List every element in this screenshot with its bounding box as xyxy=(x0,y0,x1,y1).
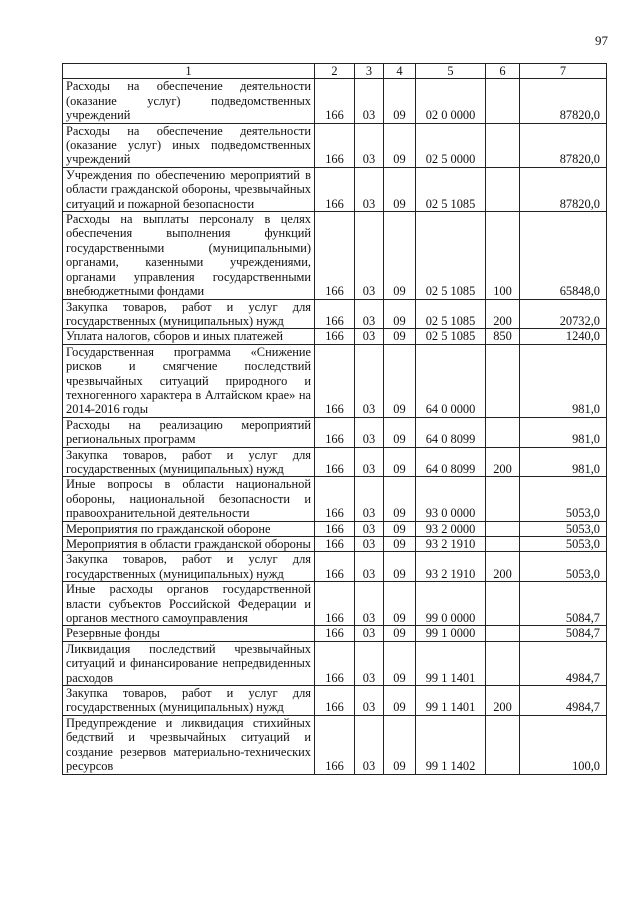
table-body xyxy=(63,79,607,774)
row-section: 03 xyxy=(355,641,384,685)
row-expense-type: 200 xyxy=(486,299,520,329)
row-admin-code: 166 xyxy=(315,537,355,552)
row-admin-code: 166 xyxy=(315,167,355,211)
table-row xyxy=(63,79,607,123)
row-target-article: 99 1 1402 xyxy=(416,715,486,774)
table-row xyxy=(63,715,607,774)
row-expense-type xyxy=(486,626,520,641)
row-expense-type: 200 xyxy=(486,447,520,477)
table-row xyxy=(63,123,607,167)
table-row xyxy=(63,329,607,344)
row-name: Предупреждение и ликвидация стихийных бедствий и чрезвычайных ситуаций и создание резервов материально-технических ресурсов xyxy=(63,715,315,774)
row-name: Расходы на выплаты персоналу в целях обеспечения выполнения функций государственными (муниципальными) органами, казенными учреждениями, органами управления государственными внебюджетными фондами xyxy=(63,212,315,299)
row-target-article: 02 5 1085 xyxy=(416,212,486,299)
header-col-5: 5 xyxy=(416,64,486,79)
row-subsection: 09 xyxy=(384,641,416,685)
row-admin-code: 166 xyxy=(315,477,355,521)
row-subsection: 09 xyxy=(384,552,416,582)
row-subsection: 09 xyxy=(384,447,416,477)
row-section: 03 xyxy=(355,537,384,552)
table-row xyxy=(63,521,607,536)
row-name: Закупка товаров, работ и услуг для государственных (муниципальных) нужд xyxy=(63,686,315,716)
row-amount: 5053,0 xyxy=(520,537,607,552)
row-expense-type xyxy=(486,582,520,626)
row-name: Мероприятия в области гражданской обороны xyxy=(63,537,315,552)
row-subsection: 09 xyxy=(384,715,416,774)
table-row xyxy=(63,626,607,641)
row-expense-type: 850 xyxy=(486,329,520,344)
row-section: 03 xyxy=(355,582,384,626)
table-row xyxy=(63,299,607,329)
row-name: Иные вопросы в области национальной обороны, национальной безопасности и правоохранительной деятельности xyxy=(63,477,315,521)
row-amount: 65848,0 xyxy=(520,212,607,299)
row-section: 03 xyxy=(355,715,384,774)
row-name: Ликвидация последствий чрезвычайных ситуаций и финансирование непредвиденных расходов xyxy=(63,641,315,685)
row-target-article: 99 0 0000 xyxy=(416,582,486,626)
header-col-4: 4 xyxy=(384,64,416,79)
header-row xyxy=(63,64,607,79)
row-target-article: 64 0 8099 xyxy=(416,447,486,477)
row-target-article: 93 0 0000 xyxy=(416,477,486,521)
row-subsection: 09 xyxy=(384,299,416,329)
row-name: Закупка товаров, работ и услуг для государственных (муниципальных) нужд xyxy=(63,552,315,582)
row-admin-code: 166 xyxy=(315,123,355,167)
row-amount: 5084,7 xyxy=(520,626,607,641)
row-expense-type: 100 xyxy=(486,212,520,299)
row-expense-type xyxy=(486,521,520,536)
row-admin-code: 166 xyxy=(315,212,355,299)
row-target-article: 02 5 0000 xyxy=(416,123,486,167)
row-admin-code: 166 xyxy=(315,344,355,417)
row-name: Закупка товаров, работ и услуг для государственных (муниципальных) нужд xyxy=(63,299,315,329)
row-target-article: 64 0 8099 xyxy=(416,417,486,447)
row-target-article: 99 1 1401 xyxy=(416,686,486,716)
row-expense-type xyxy=(486,641,520,685)
row-amount: 5084,7 xyxy=(520,582,607,626)
row-subsection: 09 xyxy=(384,582,416,626)
row-expense-type xyxy=(486,417,520,447)
table-row xyxy=(63,641,607,685)
row-subsection: 09 xyxy=(384,123,416,167)
budget-table xyxy=(62,63,607,775)
row-section: 03 xyxy=(355,329,384,344)
row-admin-code: 166 xyxy=(315,552,355,582)
row-target-article: 99 1 0000 xyxy=(416,626,486,641)
table-row xyxy=(63,686,607,716)
row-target-article: 93 2 1910 xyxy=(416,537,486,552)
table-row xyxy=(63,417,607,447)
row-subsection: 09 xyxy=(384,167,416,211)
row-target-article: 64 0 0000 xyxy=(416,344,486,417)
row-name: Мероприятия по гражданской обороне xyxy=(63,521,315,536)
row-section: 03 xyxy=(355,167,384,211)
row-amount: 5053,0 xyxy=(520,477,607,521)
header-col-7: 7 xyxy=(520,64,607,79)
row-amount: 981,0 xyxy=(520,417,607,447)
table-row xyxy=(63,552,607,582)
table-row xyxy=(63,344,607,417)
row-amount: 4984,7 xyxy=(520,686,607,716)
row-expense-type xyxy=(486,344,520,417)
row-amount: 981,0 xyxy=(520,447,607,477)
row-admin-code: 166 xyxy=(315,299,355,329)
row-expense-type xyxy=(486,123,520,167)
row-name: Расходы на реализацию мероприятий региональных программ xyxy=(63,417,315,447)
row-amount: 4984,7 xyxy=(520,641,607,685)
row-target-article: 02 5 1085 xyxy=(416,167,486,211)
row-subsection: 09 xyxy=(384,417,416,447)
row-amount: 20732,0 xyxy=(520,299,607,329)
row-section: 03 xyxy=(355,344,384,417)
row-subsection: 09 xyxy=(384,79,416,123)
row-admin-code: 166 xyxy=(315,447,355,477)
row-expense-type xyxy=(486,715,520,774)
row-target-article: 99 1 1401 xyxy=(416,641,486,685)
row-section: 03 xyxy=(355,299,384,329)
row-amount: 1240,0 xyxy=(520,329,607,344)
row-subsection: 09 xyxy=(384,537,416,552)
row-admin-code: 166 xyxy=(315,521,355,536)
row-amount: 5053,0 xyxy=(520,521,607,536)
row-amount: 87820,0 xyxy=(520,79,607,123)
row-expense-type xyxy=(486,167,520,211)
row-target-article: 93 2 1910 xyxy=(416,552,486,582)
row-subsection: 09 xyxy=(384,212,416,299)
header-col-3: 3 xyxy=(355,64,384,79)
header-col-2: 2 xyxy=(315,64,355,79)
row-target-article: 02 5 1085 xyxy=(416,329,486,344)
row-subsection: 09 xyxy=(384,477,416,521)
row-amount: 87820,0 xyxy=(520,167,607,211)
row-section: 03 xyxy=(355,686,384,716)
row-name: Учреждения по обеспечению мероприятий в области гражданской обороны, чрезвычайных ситуаций и пожарной безопасности xyxy=(63,167,315,211)
row-subsection: 09 xyxy=(384,626,416,641)
row-name: Государственная программа «Снижение рисков и смягчение последствий чрезвычайных ситуаций природного и техногенного характера в Алтайском крае» на 2014-2016 годы xyxy=(63,344,315,417)
table-row xyxy=(63,447,607,477)
row-name: Иные расходы органов государственной власти субъектов Российской Федерации и органов местного самоуправления xyxy=(63,582,315,626)
row-admin-code: 166 xyxy=(315,329,355,344)
row-section: 03 xyxy=(355,417,384,447)
row-name: Расходы на обеспечение деятельности (оказание услуг) иных подведомственных учреждений xyxy=(63,123,315,167)
table-row xyxy=(63,212,607,299)
row-section: 03 xyxy=(355,552,384,582)
row-subsection: 09 xyxy=(384,521,416,536)
row-subsection: 09 xyxy=(384,344,416,417)
row-target-article: 02 5 1085 xyxy=(416,299,486,329)
row-target-article: 02 0 0000 xyxy=(416,79,486,123)
row-admin-code: 166 xyxy=(315,626,355,641)
row-admin-code: 166 xyxy=(315,641,355,685)
row-admin-code: 166 xyxy=(315,79,355,123)
row-section: 03 xyxy=(355,79,384,123)
row-expense-type xyxy=(486,79,520,123)
header-col-6: 6 xyxy=(486,64,520,79)
row-admin-code: 166 xyxy=(315,582,355,626)
row-subsection: 09 xyxy=(384,329,416,344)
table-row xyxy=(63,537,607,552)
row-section: 03 xyxy=(355,521,384,536)
row-admin-code: 166 xyxy=(315,715,355,774)
row-amount: 5053,0 xyxy=(520,552,607,582)
table-row xyxy=(63,167,607,211)
row-name: Уплата налогов, сборов и иных платежей xyxy=(63,329,315,344)
table-row xyxy=(63,582,607,626)
row-amount: 981,0 xyxy=(520,344,607,417)
header-col-1: 1 xyxy=(63,64,315,79)
row-name: Резервные фонды xyxy=(63,626,315,641)
row-expense-type xyxy=(486,477,520,521)
row-admin-code: 166 xyxy=(315,686,355,716)
row-target-article: 93 2 0000 xyxy=(416,521,486,536)
row-section: 03 xyxy=(355,626,384,641)
row-section: 03 xyxy=(355,212,384,299)
row-name: Закупка товаров, работ и услуг для государственных (муниципальных) нужд xyxy=(63,447,315,477)
row-section: 03 xyxy=(355,477,384,521)
table-row xyxy=(63,477,607,521)
row-amount: 100,0 xyxy=(520,715,607,774)
row-expense-type xyxy=(486,537,520,552)
row-section: 03 xyxy=(355,123,384,167)
row-amount: 87820,0 xyxy=(520,123,607,167)
row-expense-type: 200 xyxy=(486,686,520,716)
row-subsection: 09 xyxy=(384,686,416,716)
page-number: 97 xyxy=(595,33,608,48)
row-admin-code: 166 xyxy=(315,417,355,447)
row-section: 03 xyxy=(355,447,384,477)
row-expense-type: 200 xyxy=(486,552,520,582)
row-name: Расходы на обеспечение деятельности (оказание услуг) подведомственных учреждений xyxy=(63,79,315,123)
